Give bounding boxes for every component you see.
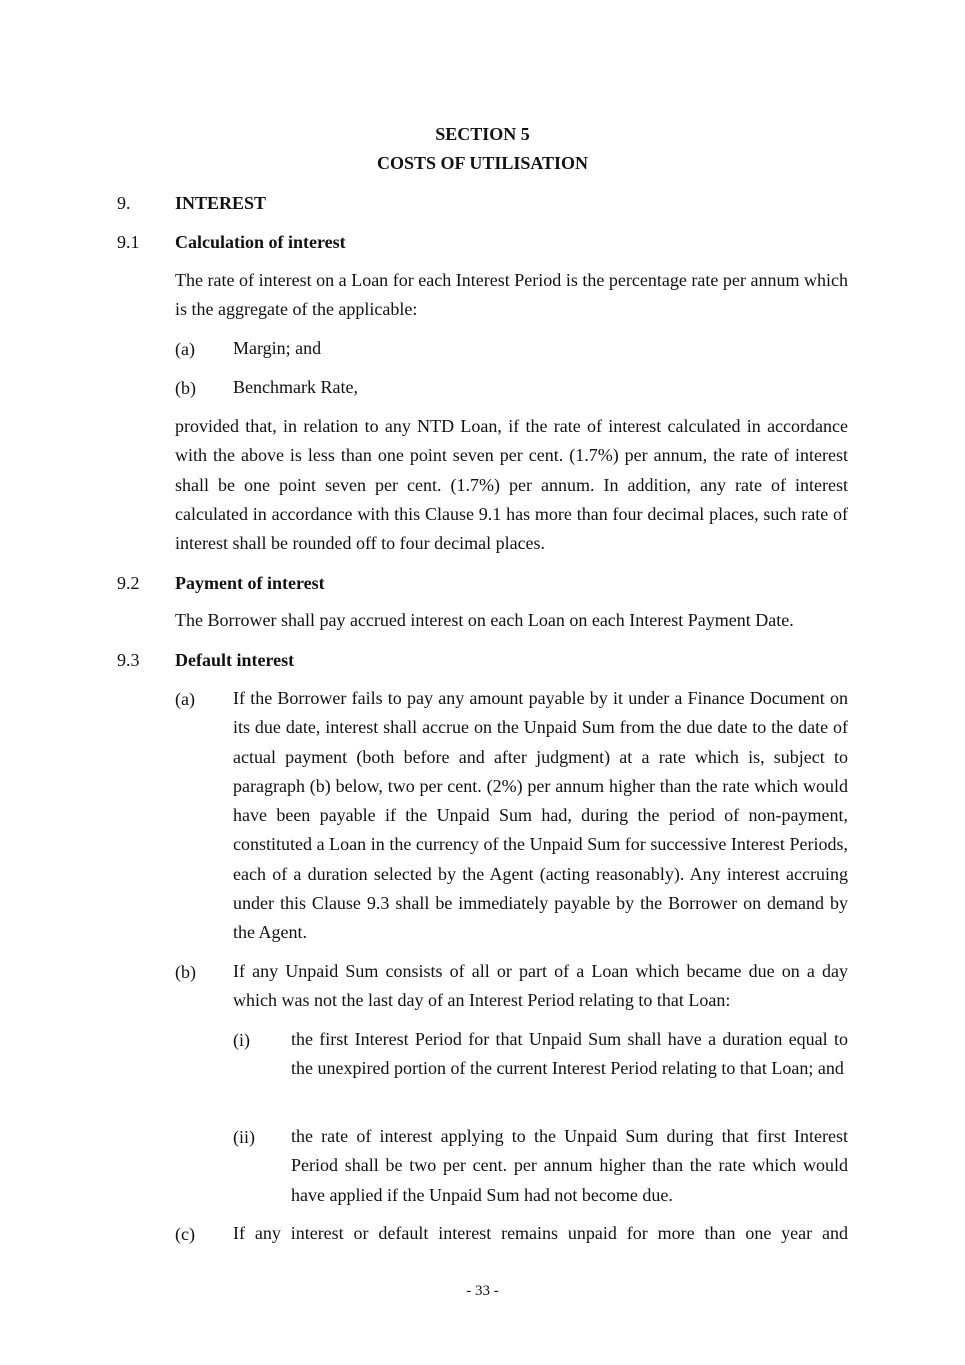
paragraph-c-label: (c) — [175, 1224, 195, 1244]
clause-9-number: 9. — [117, 193, 131, 213]
clause-9-2-text: The Borrower shall pay accrued interest on each Loan on each Interest Payment Date. — [175, 610, 794, 630]
section-number: SECTION 5 — [435, 124, 530, 144]
paragraph-b-label: (b) — [175, 962, 196, 982]
item-label: (a) — [175, 339, 195, 359]
paragraph-c-text: If any interest or default interest remains unpaid for more than one year and — [233, 1223, 848, 1243]
clause-9-2-title: Payment of interest — [175, 573, 325, 593]
clause-9-1-number: 9.1 — [117, 232, 140, 252]
paragraph-a-label: (a) — [175, 689, 195, 709]
paragraph-a-text: If the Borrower fails to pay any amount payable by it under a Finance Document on its due date, interest shall accrue on the Unpaid Sum from the due date to the date of actual payment (both before and after judgment) at a rate which is, subject to paragraph (b) below, two per cent. (2%) per annum higher than the rate which would have been payable if the Unpaid Sum had, during the period of non-payment, constituted a Loan in the currency of the Unpaid Sum for successive Interest Periods, each of a duration selected by the Agent (acting reasonably). Any interest accruing under this Clause 9.3 shall be immediately payable by the Borrower on demand by the Agent. — [233, 688, 848, 943]
clause-9-title: INTEREST — [175, 193, 267, 213]
clause-9-1-title: Calculation of interest — [175, 232, 346, 252]
item-text: Margin; and — [233, 338, 322, 358]
item-label: (b) — [175, 378, 196, 398]
clause-9-2-number: 9.2 — [117, 573, 140, 593]
section-title: COSTS OF UTILISATION — [376, 153, 589, 173]
subparagraph-ii-label: (ii) — [233, 1127, 255, 1147]
clause-9-1-intro: The rate of interest on a Loan for each Interest Period is the percentage rate per annum which is the aggregate of the applicable: — [175, 270, 848, 320]
subparagraph-i-label: (i) — [233, 1030, 250, 1050]
subparagraph-ii-text: the rate of interest applying to the Unpaid Sum during that first Interest Period shall be two per cent. per annum higher than the rate which would have applied if the Unpaid Sum had not become due. — [291, 1126, 848, 1205]
clause-9-1-proviso: provided that, in relation to any NTD Loan, if the rate of interest calculated in accordance with the above is less than one point seven per cent. (1.7%) per annum, the rate of interest shall be one point seven per cent. (1.7%) per annum. In addition, any rate of interest calculated in accordance with this Clause 9.1 has more than four decimal places, such rate of interest shall be rounded off to four decimal places. — [175, 416, 848, 554]
clause-9-3-number: 9.3 — [117, 650, 140, 670]
subparagraph-i-text: the first Interest Period for that Unpaid Sum shall have a duration equal to the unexpired portion of the current Interest Period relating to that Loan; and — [291, 1029, 848, 1079]
item-text: Benchmark Rate, — [233, 377, 358, 397]
page-number: - 33 - — [466, 1283, 499, 1299]
clause-9-3-title: Default interest — [175, 650, 295, 670]
paragraph-b-text: If any Unpaid Sum consists of all or part of a Loan which became due on a day which was not the last day of an Interest Period relating to that Loan: — [233, 961, 848, 1011]
